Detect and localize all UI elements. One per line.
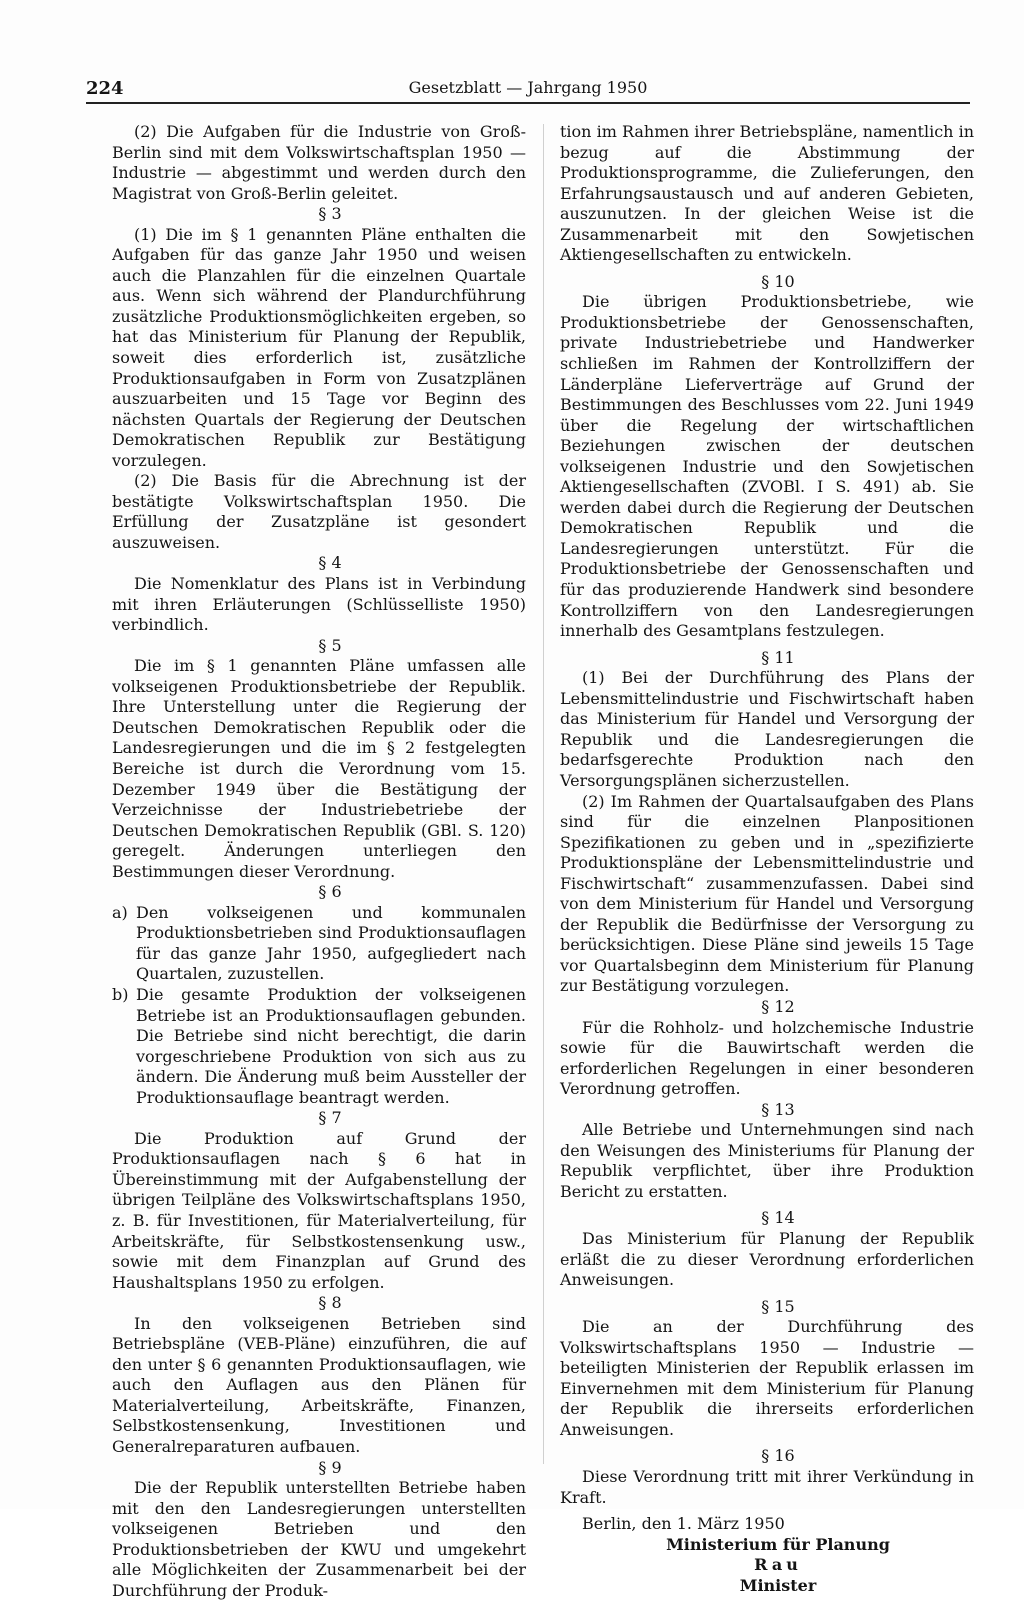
paragraph: (1) Die im § 1 genannten Pläne enthalten die Aufgaben für das ganze Jahr 1950 und weisen auch die Planzahlen für die einzelnen Quartale aus. Wenn sich während der Plandurchführung zusätzliche Produktionsmöglichkeiten ergeben, so hat das Ministerium für Planung der Republik, soweit dies erforderlich ist, zusätzliche Produktionsaufgaben in Form von Zusatzplänen auszuarbeiten und 15 Tage vor Beginn des nächsten Quartals der Regierung der Deutschen Demokratischen Republik zur Bestätigung vorzulegen.: [112, 224, 526, 470]
list-text: Die gesamte Produktion der volkseigenen Betriebe ist an Produktionsauflagen gebunden. Die Betriebe sind nicht berechtigt, die darin vorgeschriebene Produktion von sich aus zu ändern. Die Änderung muß beim Aussteller der Produktionsauflage beantragt werden.: [136, 984, 526, 1107]
paragraph: Das Ministerium für Planung der Republik erläßt die zu dieser Verordnung erforderlichen Anweisungen.: [560, 1228, 974, 1290]
section-heading: § 9: [318, 1457, 342, 1477]
paragraph: Die der Republik unterstellten Betriebe haben mit den den Landesregierungen unterstellten volkseigenen Betrieben und den Produktionsbetrieben der KWU und umgekehrt alle Möglichkeiten der Zusammenarbeit bei der Durchführung der Produk-: [112, 1478, 526, 1600]
section-heading: § 3: [318, 204, 342, 224]
paragraph: (2) Die Aufgaben für die Industrie von Groß-Berlin sind mit dem Volkswirtschaftsplan 1950 — Industrie — abgestimmt und werden durch den Magistrat von Groß-Berlin geleitet.: [112, 122, 526, 203]
list-label: b): [112, 984, 129, 1004]
list-text: Den volkseigenen und kommunalen Produktionsbetrieben sind Produktionsauflagen für das ganze Jahr 1950, aufgegliedert nach Quartalen, zuzustellen.: [136, 902, 526, 984]
paragraph: (2) Im Rahmen der Quartalsaufgaben des Plans sind für die einzelnen Planpositionen Spezifikationen zu geben und in „spezifizierte Produktionspläne der Lebensmittelindustrie und Fischwirtschaft“ zusammenzufassen. Dabei sind von dem Ministerium für Handel und Versorgung der Republik die Bedürfnisse der Versorgung zu berücksichtigen. Diese Pläne sind jeweils 15 Tage vor Quartalsbeginn dem Ministerium für Planung zur Bestätigung vorzulegen.: [560, 791, 974, 996]
section-heading: § 10: [761, 271, 795, 291]
section-heading: § 12: [761, 996, 795, 1016]
signature-date: Berlin, den 1. März 1950: [582, 1514, 785, 1534]
section-heading: § 8: [318, 1293, 342, 1313]
paragraph-continued: tion im Rahmen ihrer Betriebspläne, namentlich in bezug auf die Abstimmung der Produktionsprogramme, die Zulieferungen, den Erfahrungsaustausch und auf anderen Gebieten, auszunutzen. In der gleichen Weise ist die Zusammenarbeit mit den Sowjetischen Aktiengesellschaften zu entwickeln.: [560, 122, 974, 265]
signature-ministry: Ministerium für Planung: [666, 1534, 890, 1554]
paragraph: Die Produktion auf Grund der Produktionsauflagen nach § 6 hat in Übereinstimmung mit der Aufgabenstellung der übrigen Teilpläne des Volkswirtschaftsplans 1950, z. B. für Investitionen, für Materialverteilung, für Arbeitskräfte, für Selbstkostensenkung usw., sowie mit dem Finanzplan auf Grund des Haushaltsplans 1950 zu erfolgen.: [112, 1128, 526, 1292]
paragraph: Die übrigen Produktionsbetriebe, wie Produktionsbetriebe der Genossenschaften, private Industriebetriebe und Handwerker schließen im Rahmen der Kontrollziffern der Länderpläne Lieferverträge auf Grund der Bestimmungen des Beschlusses vom 22. Juni 1949 über die Regelung der wirtschaftlichen Beziehungen zwischen der deutschen volkseigenen Industrie und den Sowjetischen Aktiengesellschaften (ZVOBl. I S. 491) ab. Sie werden dabei durch die Regierung der Deutschen Demokratischen Republik und die Landesregierungen unterstützt. Für die Produktionsbetriebe der Genossenschaften und für das produzierende Handwerk sind besondere Kontrollziffern von den Landesregierungen innerhalb des Gesamtplans festzulegen.: [560, 292, 974, 641]
running-title: Gesetzblatt — Jahrgang 1950: [408, 78, 648, 97]
column-divider: [543, 124, 544, 1464]
paragraph: In den volkseigenen Betrieben sind Betriebspläne (VEB-Pläne) einzuführen, die auf den unter § 6 genannten Produktionsauflagen, wie auch den Auflagen aus den Plänen für Materialverteilung, Arbeitskräfte, Finanzen, Selbstkostensenkung, Investitionen und Generalreparaturen aufbauen.: [112, 1313, 526, 1456]
list-item: [112, 903, 526, 985]
section-heading: § 13: [761, 1099, 795, 1119]
list-item: [112, 985, 526, 1108]
left-column: [112, 122, 526, 1601]
section-heading: § 7: [318, 1108, 342, 1128]
section-heading: § 5: [318, 635, 342, 655]
paragraph: Die im § 1 genannten Pläne umfassen alle volkseigenen Produktionsbetriebe der Republik. Ihre Unterstellung unter die Regierung der Deutschen Demokratischen Republik oder die Landesregierungen und die im § 2 festgelegten Bereiche ist durch die Verordnung vom 15. Dezember 1949 über die Bestätigung der Verzeichnisse der Industriebetriebe der Deutschen Demokratischen Republik (GBl. S. 120) geregelt. Änderungen unterliegen den Bestimmungen dieser Verordnung.: [112, 656, 526, 881]
page-number: 224: [86, 78, 124, 99]
section-heading: § 4: [318, 553, 342, 573]
paragraph: (1) Bei der Durchführung des Plans der Lebensmittelindustrie und Fischwirtschaft haben das Ministerium für Handel und Versorgung der Republik und die Landesregierungen die bedarfsgerechte Produktion nach den Versorgungsplänen sicherzustellen.: [560, 668, 974, 790]
signature-name: Rau: [754, 1555, 802, 1575]
paragraph: (2) Die Basis für die Abrechnung ist der bestätigte Volkswirtschaftsplan 1950. Die Erfüllung der Zusatzpläne ist gesondert auszuweisen.: [112, 471, 526, 552]
paragraph: Diese Verordnung tritt mit ihrer Verkündung in Kraft.: [560, 1467, 974, 1507]
section-heading: § 11: [761, 647, 795, 667]
signature-role: Minister: [739, 1575, 817, 1595]
section-heading: § 14: [761, 1208, 795, 1228]
paragraph: Alle Betriebe und Unternehmungen sind nach den Weisungen des Ministeriums für Planung der Republik verpflichtet, über ihre Produktion Bericht zu erstatten.: [560, 1120, 974, 1201]
section-heading: § 16: [761, 1446, 795, 1466]
list-label: a): [112, 902, 128, 922]
page-header: [86, 76, 970, 104]
paragraph: Für die Rohholz- und holzchemische Industrie sowie für die Bauwirtschaft werden die erforderlichen Regelungen in einer besonderen Verordnung getroffen.: [560, 1017, 974, 1099]
section-heading: § 15: [761, 1296, 795, 1316]
section-heading: § 6: [318, 882, 342, 902]
paragraph: Die Nomenklatur des Plans ist in Verbindung mit ihren Erläuterungen (Schlüsselliste 1950) verbindlich.: [112, 574, 526, 635]
right-column: [560, 122, 974, 1596]
paragraph: Die an der Durchführung des Volkswirtschaftsplans 1950 — Industrie — beteiligten Ministerien der Republik erlassen im Einvernehmen mit dem Ministerium für Planung der Republik die ihrerseits erforderlichen Anweisungen.: [560, 1317, 974, 1439]
